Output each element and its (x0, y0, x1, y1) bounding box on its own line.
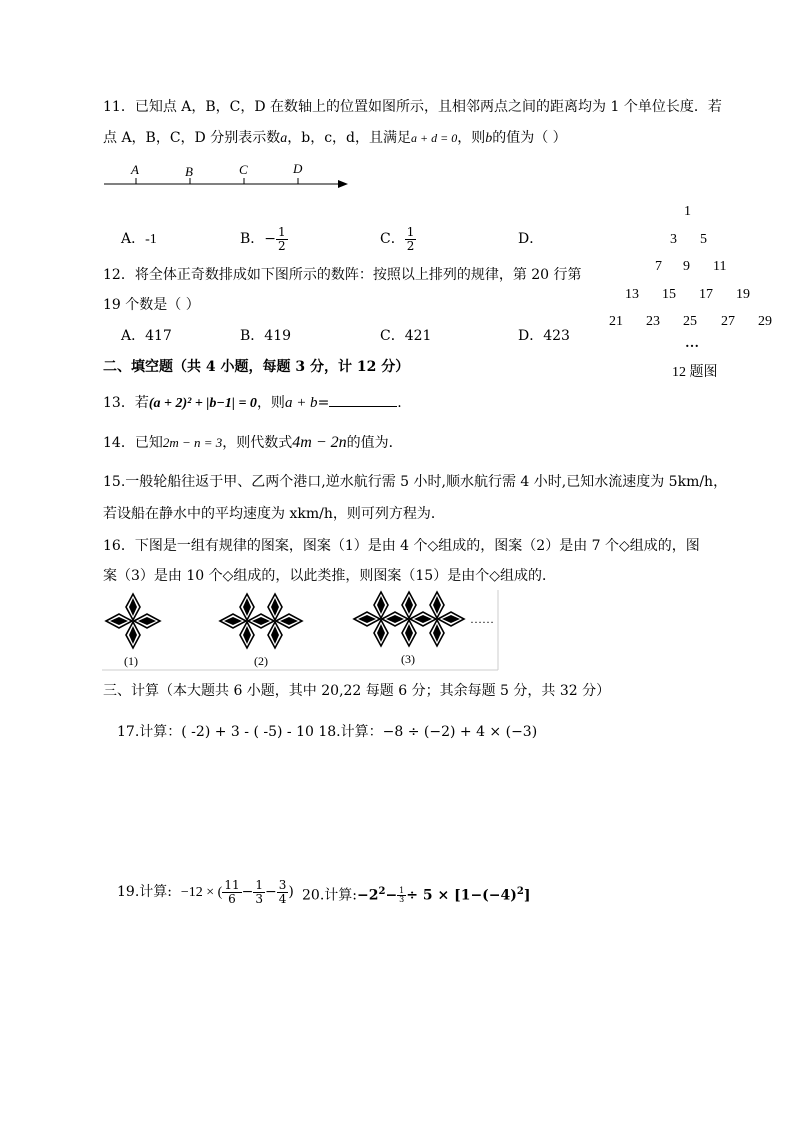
triangle-number: 19 (736, 287, 750, 302)
fraction: $\frac{1}{2}$ (406, 224, 415, 253)
diamond-pattern-figure (102, 590, 502, 672)
fraction: $\frac{1}{3}$ (399, 886, 405, 905)
answer-blank[interactable] (329, 394, 397, 407)
q11-option-b: B．− $\frac{1}{2}$ (240, 224, 286, 253)
section-heading-calculation: 三、计算（本大题共 6 小题，其中 20,22 每题 6 分；其余每题 5 分，共 32 分） (103, 683, 611, 699)
q15-line1: 15.一般轮船往返于甲、乙两个港口,逆水航行需 5 小时,顺水航行需 4 小时,已知水流速度为 5km/h， (103, 474, 728, 490)
number-line (100, 160, 352, 196)
triangle-number: 5 (700, 232, 707, 247)
q12-option-b: B．419 (240, 328, 292, 344)
fraction: $\frac{11}{6}$ (224, 877, 240, 906)
pattern-2 (220, 594, 302, 648)
q13: 13．若(a + 2)² + |b−1| = 0，则a + b= . (103, 395, 402, 411)
q15-line2: 若设船在静水中的平均速度为 xkm/h，则可列方程为． (103, 506, 445, 522)
triangle-number: 21 (609, 314, 623, 329)
q12-line1: 12．将全体正奇数排成如下图所示的数阵：按照以上排列的规律，第 20 行第 (103, 267, 582, 283)
pattern-label: (2) (254, 654, 268, 668)
pattern-3 (354, 592, 464, 646)
point-label-b: B (185, 164, 193, 179)
q11-line1: 11．已知点 A，B，C，D 在数轴上的位置如图所示，且相邻两点之间的距离均为 1 个单位长度．若 (103, 99, 722, 115)
q11-option-c: C． $\frac{1}{2}$ (380, 224, 415, 253)
triangle-number: 7 (655, 259, 662, 274)
triangle-number: 17 (699, 287, 713, 302)
triangle-continuation: … (685, 336, 699, 351)
q14: 14．已知2m − n = 3，则代数式4m − 2n的值为． (103, 434, 403, 451)
triangle-number: 1 (684, 204, 691, 219)
q19: 19.计算: −12 × ( $\frac{11}{6}$ − $\frac{1}{3}$ − $\frac{3}{4}$ ) (117, 877, 294, 906)
point-label-d: D (293, 161, 303, 176)
pattern-ellipsis: …… (470, 612, 494, 626)
q17-q18: 17.计算：( -2) + 3 - ( -5) - 10 18.计算：−8 ÷ (−2) + 4 × (−3) (117, 724, 538, 740)
q12-option-d: D．423 (518, 328, 570, 344)
q11-line2: 点 A，B，C，D 分别表示数a，b，c，d，且满足a + d = 0，则b的值为（ ） (103, 130, 567, 146)
pattern-1 (106, 594, 160, 648)
triangle-number: 29 (758, 314, 772, 329)
point-label-a: A (131, 162, 139, 177)
q20: 20.计算$:-2^2-$ $\frac{1}{3}$ ÷ $5 \times [1-(-4)^2]$ (302, 886, 531, 905)
triangle-number: 11 (713, 259, 727, 274)
q12-line2: 19 个数是（ ） (103, 297, 200, 313)
pattern-label: (3) (401, 652, 415, 666)
pattern-label: (1) (124, 654, 138, 668)
section-heading-fill-in: 二、填空题（共 4 小题，每题 3 分，计 12 分） (103, 359, 410, 375)
triangle-number: 3 (670, 232, 677, 247)
triangle-number: 15 (662, 287, 676, 302)
q16-line2: 案（3）是由 10 个◇组成的，以此类推，则图案（15）是由个◇组成的． (103, 568, 556, 584)
fraction: $\frac{1}{3}$ (255, 877, 263, 906)
figure-caption: 12 题图 (672, 365, 718, 380)
triangle-number: 23 (646, 314, 660, 329)
q12-option-c: C．421 (380, 328, 432, 344)
q11-option-a: A．-1 (121, 231, 157, 247)
point-label-c: C (239, 162, 248, 177)
triangle-number: 25 (683, 314, 697, 329)
triangle-number: 13 (625, 287, 639, 302)
triangle-number: 27 (721, 314, 735, 329)
q12-option-a: A．417 (121, 328, 172, 344)
q16-line1: 16．下图是一组有规律的图案，图案（1）是由 4 个◇组成的，图案（2）是由 7 个◇组成的，图 (103, 538, 700, 554)
triangle-number: 9 (683, 259, 690, 274)
fraction: $\frac{1}{2}$ (278, 224, 286, 253)
q11-option-d: D． (518, 231, 544, 247)
fraction: $\frac{3}{4}$ (278, 877, 287, 906)
